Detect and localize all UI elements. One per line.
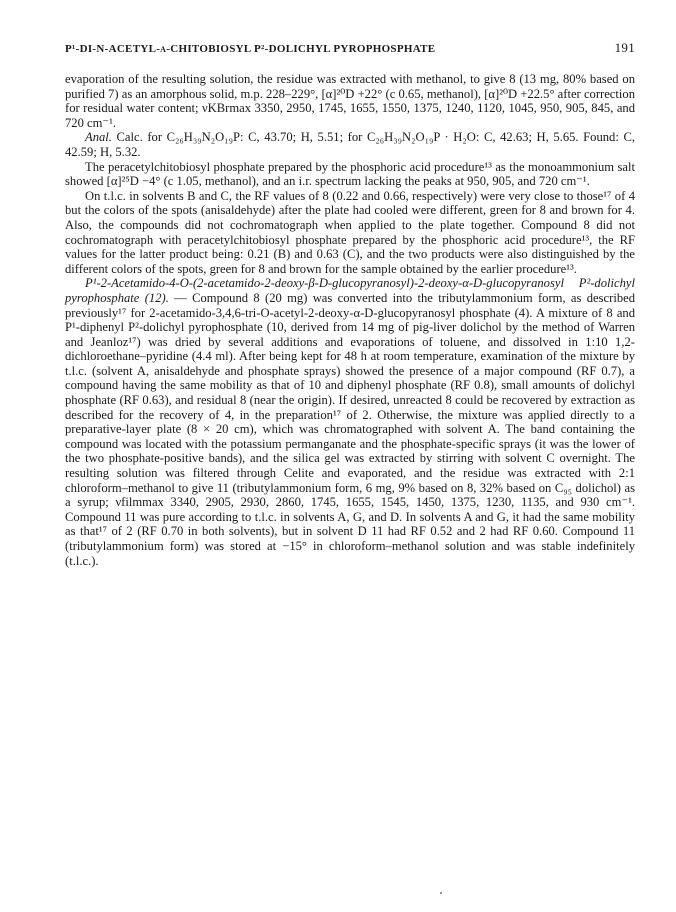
paragraph-tlc: On t.l.c. in solvents B and C, the RF values of 8 (0.22 and 0.66, respectively) were very close to those¹⁷ of 4 but the colors of the spots (anisaldehyde) after the plate had cooled were different, green for 8 and brown for 4. Also, the compounds did not cochromatograph when applied to the plate together. Compound 8 did not cochromatograph with peracetylchitobiosyl phosphate prepared by the phosphoric acid procedure¹³, the RF values for the latter product being: 0.21 (B) and 0.63 (C), and the two products were also distinguished by the different colors of the spots, green for 8 and brown for the sample obtained by the earlier procedure¹³. xyxy=(65,188,635,276)
body-text xyxy=(65,72,635,568)
margin-mark xyxy=(440,892,442,894)
paragraph-comparison: The peracetylchitobiosyl phosphate prepared by the phosphoric acid procedure¹³ as the monoammonium salt showed [α]²⁵D −4° (c 1.05, methanol), and an i.r. spectrum lacking the peaks at 950, 905, and 720 cm⁻¹. xyxy=(65,159,635,189)
document-page xyxy=(65,40,635,568)
paragraph-characterization: evaporation of the resulting solution, the residue was extracted with methanol, to give 8 (13 mg, 80% based on purified 7) as an amorphous solid, m.p. 228–229°, [α]²⁰D +22° (c 0.65, methanol), [α]²⁰D +22.5° after correction for residual water content; νKBrmax 3350, 2950, 1745, 1655, 1550, 1375, 1240, 1120, 1045, 950, 905, 845, and 720 cm⁻¹. xyxy=(65,72,635,130)
analysis-text: Calc. for C₂₆H₃₉N₂O₁₉P: C, 43.70; H, 5.51; for C₂₆H₃₉N₂O₁₉P · H₂O: C, 42.63; H, 5.65. Found: C, 42.59; H, 5.32. xyxy=(65,130,635,159)
compound-title: P¹-2-Acetamido-4-O-(2-acetamido-2-deoxy-β-D-glucopyranosyl)-2-deoxy-α-D-glucopyranosyl P²-dolichyl pyrophosphate (12). xyxy=(65,276,635,305)
running-title: P¹-DI-N-ACETYL-α-CHITOBIOSYL P²-DOLICHYL PYROPHOSPHATE xyxy=(65,43,436,55)
page-header xyxy=(65,40,635,56)
paragraph-analysis xyxy=(65,130,635,159)
paragraph-synthesis xyxy=(65,276,635,568)
page-number: 191 xyxy=(614,40,635,55)
analysis-lead: Anal. xyxy=(85,130,112,145)
synthesis-text: — Compound 8 (20 mg) was converted into the tributylammonium form, as described previously¹⁷ for 2-acetamido-3,4,6-tri-O-acetyl-2-deoxy-α-D-glucopyranosyl phosphate (4). A mixture of 8 and P¹-diphenyl P²-dolichyl pyrophosphate (10, derived from 14 mg of pig-liver dolichol by the method of Warren and Jeanloz¹⁷) was dried by several additions and evaporations of toluene, and dissolved in 1:10 1,2-dichloroethane–pyridine (4.4 ml). After being kept for 48 h at room temperature, examination of the mixture by t.l.c. (solvent A, anisaldehyde and phosphate sprays) showed the presence of a major compound (RF 0.7), a compound having the same mobility as that of 10 and diphenyl phosphate (RF 0.8), small amounts of dolichyl phosphate (RF 0.63), and residual 8 (near the origin). If desired, unreacted 8 could be recovered by extraction as described for the recovery of 4, in the preparation¹⁷ of 2. Otherwise, the mixture was applied directly to a preparative-layer plate (8 × 20 cm), which was chromatographed with solvent A. The band containing the compound was located with the potassium permanganate and the phosphate-specific sprays (it was the lower of the two phosphate-positive bands), and the silica gel was extracted by stirring with solvent C overnight. The resulting solution was filtered through Celite and evaporated, and the residue was extracted with 2:1 chloroform–methanol to give 11 (tributylammonium form, 6 mg, 9% based on 8, 32% based on C₉₅ dolichol) as a syrup; νfilmmax 3340, 2905, 2930, 2860, 1745, 1655, 1545, 1450, 1375, 1230, 1135, and 930 cm⁻¹. Compound 11 was pure according to t.l.c. in solvents A, G, and D. In solvents A and G, it had the same mobility as that¹⁷ of 2 (RF 0.70 in both solvents), but in solvent D 11 had RF 0.52 and 2 had RF 0.60. Compound 11 (tributylammonium form) was stored at −15° in chloroform–methanol solution and was stable indefinitely (t.l.c.). xyxy=(65,290,635,568)
